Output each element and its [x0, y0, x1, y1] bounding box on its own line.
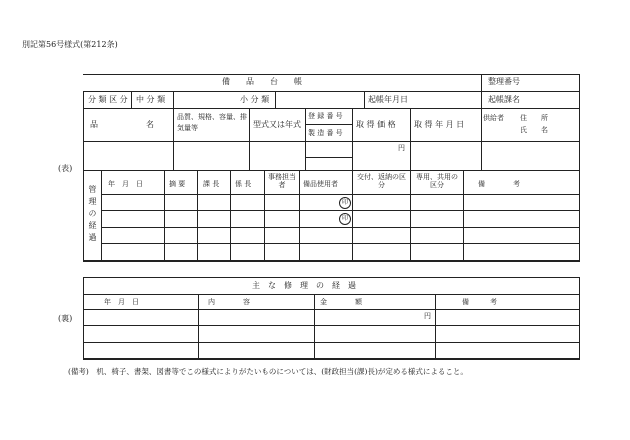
bunrui-kubun-label: 分 類 区 分	[88, 95, 128, 104]
seiri-bango-label: 整理番号	[488, 77, 520, 86]
toroku-bango-label: 登 録 番 号	[308, 112, 343, 120]
side-label-back: (裏)	[58, 314, 73, 323]
ledger-title: 備 品 台 帳	[222, 77, 302, 86]
yen-label-back: 円	[424, 312, 431, 320]
history-header-senyo: 専用、共用の区分	[416, 173, 458, 189]
katashiki-label: 型式又は年式	[253, 120, 301, 129]
kyokyusha-label: 供給者	[483, 114, 504, 122]
history-header-tekiyo: 摘 要	[169, 180, 186, 188]
footnote: (備考) 机、椅子、書架、図書等でこの様式によりがたいものについては、(財政担当(課)長)が定める様式によること。	[68, 367, 468, 376]
seizo-bango-label: 製 造 番 号	[308, 129, 343, 137]
form-title: 別記第56号様式(第212条)	[22, 40, 118, 49]
jusho-label: 住 所	[520, 114, 548, 122]
kicho-nengappi-label: 起帳年月日	[368, 95, 408, 104]
repair-header-date: 年 月 日	[104, 298, 139, 306]
seal-mark-2: 印	[339, 213, 351, 225]
kicho-kamei-label: 起帳課名	[488, 95, 520, 104]
history-header-date: 年 月 日	[108, 180, 143, 188]
hinshitsu-label: 品質、規格、容量、排気量等	[177, 113, 247, 132]
seal-mark-1: 印	[339, 197, 351, 209]
history-header-jimu: 事務担当者	[268, 173, 296, 189]
chu-bunrui-label: 中 分 類	[136, 95, 166, 104]
repair-header-kingaku: 金 額	[320, 298, 362, 306]
shimei-label: 氏 名	[520, 126, 548, 134]
repair-header-biko: 備 考	[462, 298, 497, 306]
history-header-shiyosha: 備品使用者	[303, 180, 338, 188]
history-header-kakaricho: 係 長	[235, 180, 252, 188]
yen-label-front: 円	[398, 144, 405, 152]
shutoku-nengappi-label: 取 得 年 月 日	[414, 120, 465, 129]
repair-header-naiyo: 内 容	[208, 298, 250, 306]
history-header-biko: 備 考	[478, 180, 520, 188]
shutoku-kakaku-label: 取 得 価 格	[356, 120, 396, 129]
history-header-kacho: 課 長	[203, 180, 220, 188]
sho-bunrui-label: 小 分 類	[240, 95, 270, 104]
history-header-kofu: 交付、返納の区分	[357, 173, 406, 189]
hinmei-label: 品 名	[90, 120, 154, 129]
repair-title: 主 な 修 理 の 経 過	[252, 281, 356, 290]
history-side-label: 管理の経過	[88, 185, 97, 245]
side-label-front: (表)	[58, 164, 73, 173]
